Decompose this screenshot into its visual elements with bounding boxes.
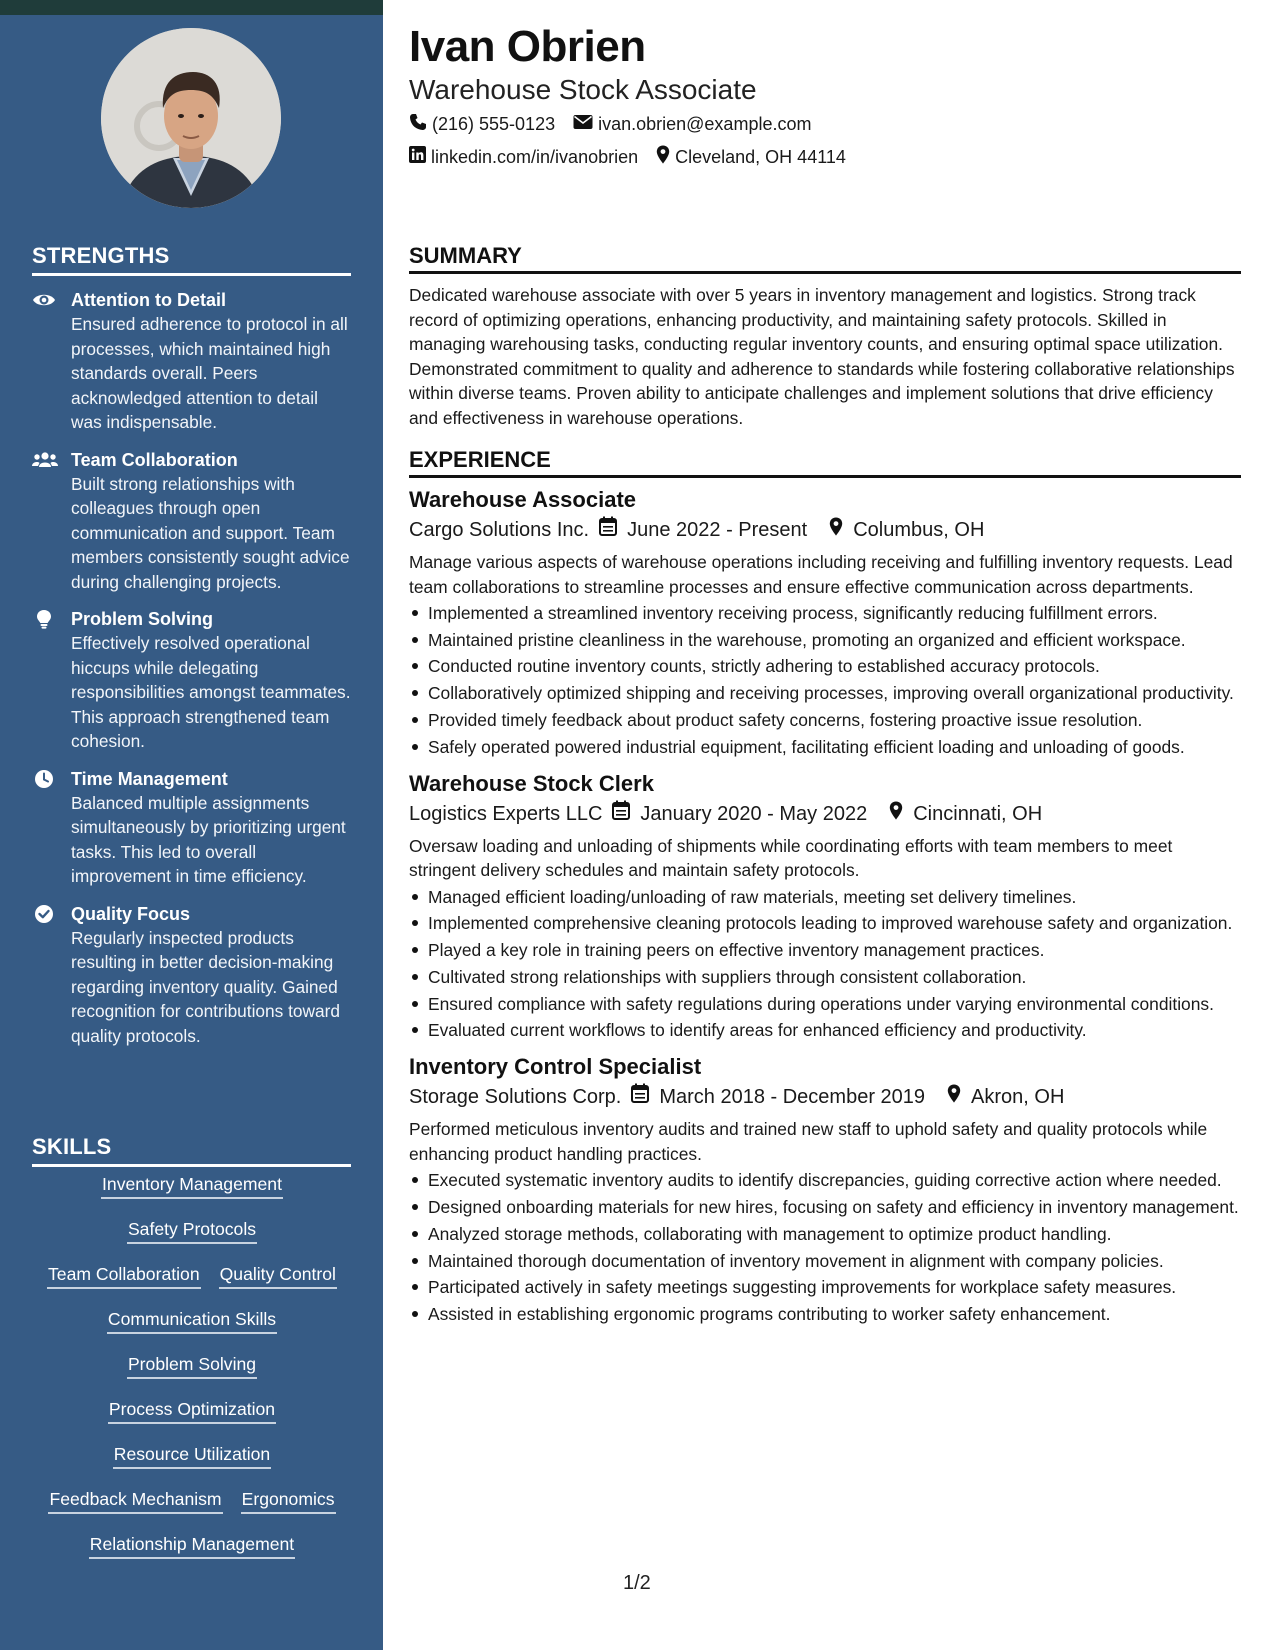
job-entry — [409, 486, 1241, 759]
page-number: 1/2 — [623, 1572, 651, 1594]
check-circle-icon — [32, 904, 56, 924]
job-dates: June 2022 - Present — [627, 519, 808, 541]
map-pin-icon — [889, 799, 903, 829]
job-bullets — [409, 1168, 1241, 1326]
strength-title: Team Collaboration — [71, 449, 238, 470]
candidate-name: Ivan Obrien — [409, 22, 646, 71]
sidebar — [0, 0, 383, 1650]
contact-row — [409, 113, 823, 136]
map-pin-icon — [829, 515, 843, 545]
skill-tag: Quality Control — [219, 1262, 337, 1289]
profile-photo — [101, 28, 281, 208]
calendar-icon — [612, 799, 630, 829]
job-description: Performed meticulous inventory audits and trained new staff to uphold safety and quality protocols while enhancing product handling practices. — [409, 1119, 1208, 1164]
bullet-item: Maintained pristine cleanliness in the warehouse, promoting an organized and efficient workspace. — [409, 628, 1241, 652]
job-dates: March 2018 - December 2019 — [659, 1086, 926, 1109]
bullet-item: Analyzed storage methods, collaborating with management to optimize product handling. — [409, 1222, 1241, 1246]
skill-tag: Problem Solving — [127, 1352, 257, 1379]
strength-description: Built strong relationships with colleagues through open communication and support. Team members consistently sought advice during challenging projects. — [71, 473, 350, 592]
calendar-icon — [599, 515, 617, 545]
bullet-item: Managed efficient loading/unloading of raw materials, meeting set delivery timelines. — [409, 885, 1241, 909]
job-meta — [409, 515, 1241, 545]
bullet-item: Collaboratively optimized shipping and receiving processes, improving overall organizational productivity. — [409, 681, 1241, 705]
strength-description: Balanced multiple assignments simultaneously by prioritizing urgent tasks. This led to overall improvement in time efficiency. — [71, 792, 346, 886]
strength-title: Attention to Detail — [71, 290, 226, 310]
company-name: Cargo Solutions Inc. — [409, 519, 590, 541]
skills-list — [32, 1172, 352, 1577]
job-dates: January 2020 - May 2022 — [640, 802, 868, 825]
bullet-item: Ensured compliance with safety regulations during operations under varying environmental conditions. — [409, 992, 1241, 1016]
job-title: Inventory Control Specialist — [409, 1054, 702, 1080]
job-location: Cincinnati, OH — [913, 802, 1043, 825]
job-meta — [409, 799, 1241, 829]
strength-description: Ensured adherence to protocol in all processes, which maintained high standards overall. Peers acknowledged attention to detail was indispensable. — [71, 314, 348, 432]
candidate-title: Warehouse Stock Associate — [409, 74, 757, 105]
bullet-item: Cultivated strong relationships with suppliers through consistent collaboration. — [409, 965, 1241, 989]
job-bullets — [409, 885, 1241, 1043]
experience-heading: EXPERIENCE — [409, 447, 1241, 478]
bullet-item: Designed onboarding materials for new hires, focusing on safety and efficiency in inventory management. — [409, 1195, 1241, 1219]
strength-title: Time Management — [71, 768, 228, 789]
phone-contact — [409, 113, 555, 136]
bullet-item: Assisted in establishing ergonomic programs contributing to worker safety enhancement. — [409, 1302, 1241, 1326]
skill-tag: Team Collaboration — [47, 1262, 201, 1289]
strength-item — [32, 448, 352, 595]
strengths-heading: STRENGTHS — [32, 243, 351, 276]
job-description: Oversaw loading and unloading of shipments while coordinating efforts with team members to meet stringent delivery schedules and maintain safety protocols. — [409, 835, 1173, 881]
linkedin-icon — [409, 146, 426, 168]
bullet-item: Executed systematic inventory audits to identify discrepancies, guiding corrective action where needed. — [409, 1168, 1241, 1192]
job-entry — [409, 1053, 1241, 1326]
skill-tag: Resource Utilization — [113, 1442, 271, 1469]
strength-title: Problem Solving — [71, 609, 214, 629]
map-pin-icon — [947, 1082, 961, 1112]
eye-icon — [32, 290, 56, 310]
job-description: Manage various aspects of warehouse operations including receiving and fulfilling inventory requests. Lead team collaborations to streamline processes and ensure effective communication across departments. — [409, 552, 1233, 597]
skill-tag: Feedback Mechanism — [48, 1487, 222, 1514]
company-name: Logistics Experts LLC — [409, 802, 603, 825]
job-meta — [409, 1082, 1241, 1112]
bullet-item: Participated actively in safety meetings suggesting improvements for workplace safety measures. — [409, 1275, 1241, 1299]
bullet-item: Implemented comprehensive cleaning protocols leading to improved warehouse safety and organization. — [409, 911, 1241, 935]
skills-heading: SKILLS — [32, 1134, 351, 1167]
strengths-list — [32, 288, 352, 1061]
bullet-item: Evaluated current workflows to identify areas for enhanced efficiency and productivity. — [409, 1018, 1241, 1042]
skill-tag: Safety Protocols — [127, 1217, 257, 1244]
summary-heading: SUMMARY — [409, 243, 1241, 274]
strength-description: Regularly inspected products resulting in better decision-making regarding inventory quality. Gained recognition for contributions toward quality protocols. — [71, 927, 340, 1046]
lightbulb-icon — [32, 609, 56, 629]
strength-title: Quality Focus — [71, 903, 191, 924]
strength-item — [32, 607, 352, 754]
strength-item — [32, 902, 352, 1049]
strength-item — [32, 288, 352, 435]
experience-list — [409, 486, 1241, 1337]
bullet-item: Conducted routine inventory counts, strictly adhering to established accuracy protocols. — [409, 654, 1241, 678]
bullet-item: Provided timely feedback about product safety concerns, fostering proactive issue resolution. — [409, 708, 1241, 732]
job-title: Warehouse Associate — [409, 487, 637, 512]
bullet-item: Played a key role in training peers on effective inventory management practices. — [409, 938, 1241, 962]
sidebar-top-bar — [0, 0, 383, 15]
email-address[interactable]: ivan.obrien@example.com — [598, 114, 812, 134]
email-contact[interactable] — [573, 114, 811, 135]
summary-text: Dedicated warehouse associate with over 5 years in inventory management and logistics. Strong track record of optimizing operations, enhancing productivity, and maintaining safety protocols. Skilled in managing warehousing tasks, conducting regular inventory counts, and ensuring optimal space utilization. Demonstrated commitment to quality and adherence to standards while fostering collaborative relationships within diverse teams. Proven ability to anticipate challenges and implement solutions that drive efficiency and effectiveness in warehouse operations. — [409, 285, 1235, 428]
users-icon — [32, 450, 56, 470]
location-contact — [656, 145, 846, 169]
skill-tag: Inventory Management — [101, 1172, 283, 1199]
company-name: Storage Solutions Corp. — [409, 1086, 622, 1109]
linkedin-url[interactable]: linkedin.com/in/ivanobrien — [431, 146, 639, 167]
strength-description: Effectively resolved operational hiccups while delegating responsibilities amongst teammates. This approach strengthened team cohesion. — [71, 633, 351, 751]
skill-tag: Process Optimization — [108, 1397, 276, 1424]
phone-number: (216) 555-0123 — [432, 114, 556, 134]
bullet-item: Implemented a streamlined inventory receiving process, significantly reducing fulfillment errors. — [409, 601, 1241, 625]
job-location: Akron, OH — [971, 1086, 1065, 1109]
contact-row — [409, 145, 858, 169]
job-location: Columbus, OH — [853, 519, 985, 541]
calendar-icon — [631, 1082, 649, 1112]
skill-tag: Ergonomics — [241, 1487, 336, 1514]
map-pin-icon — [656, 145, 670, 169]
location-text: Cleveland, OH 44114 — [675, 146, 846, 167]
clock-icon — [32, 769, 56, 789]
skill-tag: Relationship Management — [89, 1532, 295, 1559]
job-entry — [409, 770, 1241, 1043]
envelope-icon — [573, 114, 593, 135]
linkedin-contact[interactable] — [409, 146, 638, 168]
strength-item — [32, 767, 352, 889]
bullet-item: Maintained thorough documentation of inventory movement in alignment with company policies. — [409, 1249, 1241, 1273]
bullet-item: Safely operated powered industrial equipment, facilitating efficient loading and unloading of goods. — [409, 735, 1241, 759]
skill-tag: Communication Skills — [107, 1307, 277, 1334]
job-title: Warehouse Stock Clerk — [409, 770, 654, 796]
phone-icon — [409, 113, 427, 136]
job-bullets — [409, 601, 1241, 759]
